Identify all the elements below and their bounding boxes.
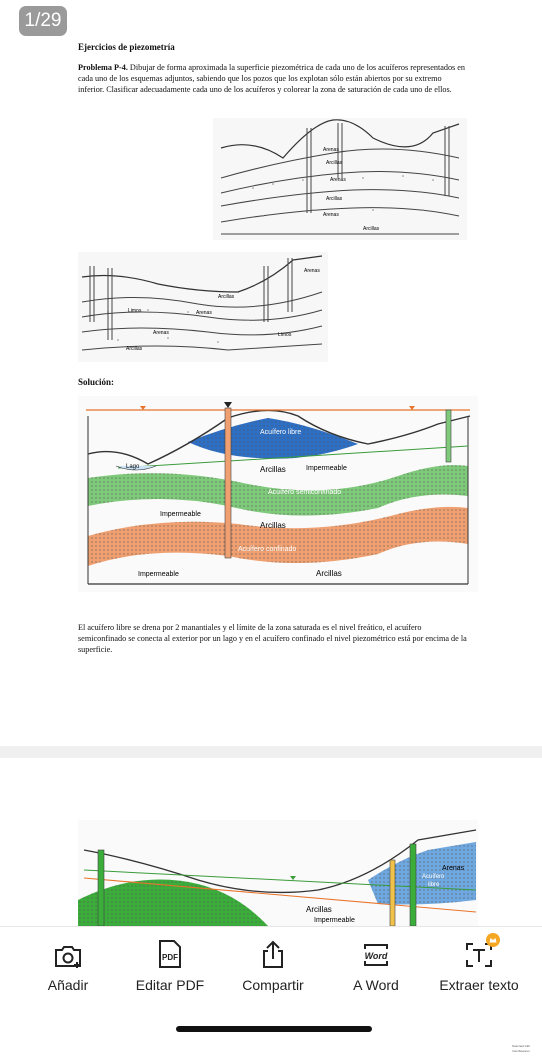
fig2-label-6: Arcillas — [126, 346, 143, 352]
page-counter: 1/29 — [19, 6, 67, 36]
sol-lake: Lago — [126, 464, 140, 470]
sol-clays-3: Arcillas — [316, 569, 342, 578]
sol-impermeable-1: Impermeable — [306, 465, 347, 472]
pdf-icon-text: PDF — [162, 953, 178, 962]
premium-badge-icon — [486, 933, 500, 947]
figure-aquifer-scheme-1 — [213, 118, 467, 240]
fig1-label-6: Arcillas — [363, 226, 380, 232]
document-page-2 — [0, 758, 542, 926]
extract-text-button[interactable] — [429, 935, 529, 993]
sol-clays-1: Arcillas — [260, 465, 286, 474]
fig2-label-3: Limos — [128, 308, 142, 314]
figure-page2 — [78, 820, 478, 926]
fig2-label-5: Arenas — [153, 330, 169, 336]
pdf-icon — [157, 939, 183, 969]
scanner-watermark: Scanned with CamScanner — [511, 1044, 530, 1053]
home-indicator[interactable] — [176, 1026, 372, 1032]
word-icon — [361, 941, 391, 969]
p2-sands: Arenas — [442, 865, 465, 872]
fig1-label-1: Arenas — [323, 147, 339, 153]
add-button[interactable] — [18, 935, 118, 993]
fig1-label-4: Arcillas — [326, 196, 343, 202]
p2-free-aquifer-2: libre — [428, 882, 440, 888]
problem-label: Problema P-4. — [78, 63, 128, 72]
sol-free-aquifer: Acuífero libre — [260, 429, 302, 436]
fig1-label-2: Arcillas — [326, 160, 343, 166]
sol-confined: Acuífero confinado — [238, 546, 297, 553]
solution-heading: Solución: — [78, 377, 115, 387]
word-icon-text: Word — [364, 951, 388, 961]
share-icon — [260, 939, 286, 969]
fig1-label-5: Arenas — [323, 212, 339, 218]
sol-semiconfined: Acuífero semiconfinado — [268, 489, 342, 496]
bottom-toolbar — [0, 926, 542, 1057]
share-button[interactable] — [223, 935, 323, 993]
fig1-label-3: Arenas — [330, 177, 346, 183]
problem-text: Dibujar de forma aproximada la superficie piezométrica de cada uno de los acuíferos representados en cada uno de los esquemas adjuntos, sabiendo que los pozos que los explotan sólo están abiertos por su extremo inferior. Clasificar adecuadamente cada uno de los acuíferos y colorear la zona de saturación de cada uno de ellos. — [78, 63, 466, 94]
figure-aquifer-scheme-2 — [78, 252, 328, 362]
problem-statement — [78, 62, 468, 95]
camera-add-icon — [53, 943, 83, 969]
p2-impermeable: Impermeable — [314, 917, 355, 924]
fig2-label-1: Arenas — [304, 268, 320, 274]
fig2-label-7: Limos — [278, 332, 292, 338]
fig2-label-2: Arcillas — [218, 294, 235, 300]
extract-text-button-label: Extraer texto — [439, 977, 519, 993]
share-button-label: Compartir — [242, 977, 304, 993]
to-word-button[interactable] — [326, 935, 426, 993]
figure-solution — [78, 396, 478, 592]
sol-clays-2: Arcillas — [260, 521, 286, 530]
sol-impermeable-2: Impermeable — [160, 511, 201, 518]
edit-pdf-button-label: Editar PDF — [135, 977, 205, 993]
p2-free-aquifer-1: Acuífero — [422, 874, 445, 880]
page-separator — [0, 746, 542, 758]
p2-clays: Arcillas — [306, 905, 332, 914]
fig2-label-4: Arenas — [196, 310, 212, 316]
add-button-label: Añadir — [47, 977, 89, 993]
sol-impermeable-3: Impermeable — [138, 571, 179, 578]
to-word-button-label: A Word — [353, 977, 399, 993]
edit-pdf-button[interactable] — [120, 935, 220, 993]
document-title: Ejercicios de piezometría — [78, 42, 175, 52]
explanation-text: El acuífero libre se drena por 2 manantiales y el límite de la zona saturada es el nivel freático, el acuífero semiconfinado se conecta al exterior por un lago y en el acuífero confinado el nivel piezométrico está por encima de la superficie. — [78, 623, 467, 654]
